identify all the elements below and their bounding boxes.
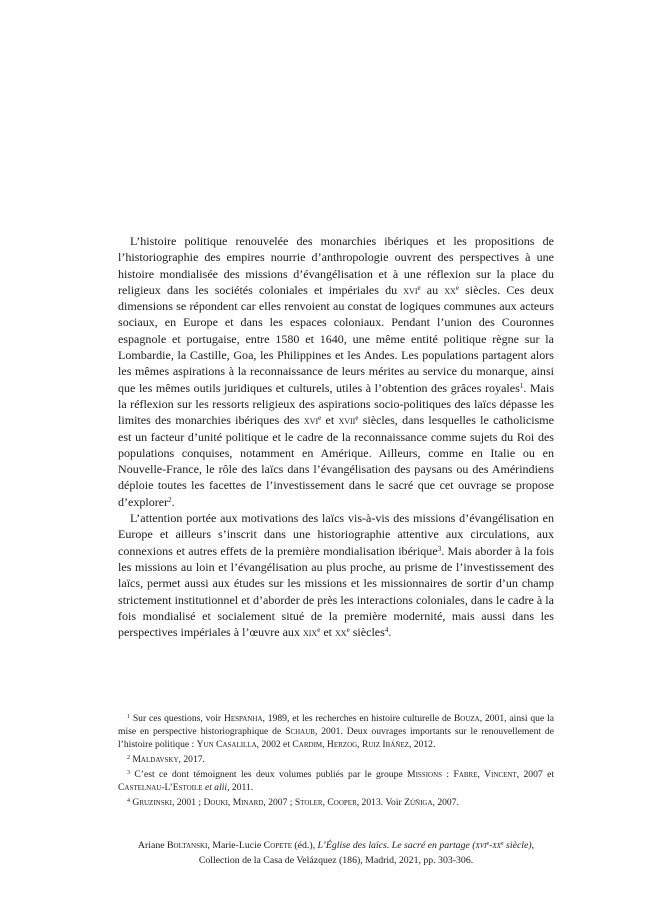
century-xvi: xvi xyxy=(303,413,319,428)
paragraph-1: L’histoire politique renouvelée des monarchies ibériques et les propositions de l’historiographie des empires nourrie d’anthropologie ouvrent des perspectives à une histoire mondialisée des missions d’évangélisation et à une réflexion sur la place du religieux dans les sociétés coloniales et impériales du xvi$^e$ au $xx^e$ siècles. Ces deux dimensions se répondent car elles renvoient au constat de logiques communes aux acteurs sociaux, en Europe et dans les espaces coloniaux. Pendant l’union des Couronnes espagnole et portugaise, entre 1580 et 1640, une même entité politique règne sur la Lombardie, la Castille, Goa, les Philippines et les Andes. Les populations partagent alors les mêmes aspirations à la reconnaissance de leurs mérites au service du monarque, ainsi que les mêmes outils juridiques et culturels, utiles à l’obtention des grâces royales$^1$. Mais la réflexion sur les ressorts religieux des aspirations socio-politiques des laïcs dépasse les limites des monarchies ibériques des xvi$^e$ et xvii$^e$ siècles, dans lesquelles le catholicisme est un facteur d’unité politique et le cadre de la reconnaissance comme sujets du Roi des populations conquises, notamment en Amérique. Ailleurs, comme en Italie ou en Nouvelle-France, le rôle des laïcs dans l’évangélisation des paysans ou des Amérindiens déploie toutes les facettes de l’investissement dans le sacré que cet ouvrage se propose d’explorer$^2$. xyxy=(118,234,555,509)
footnote-1: $^1$ Sur ces questions, voir Hespanha, 1989, et les recherches en histoire culturelle de Bouza, 2001, ainsi que la mise en perspective historiographique de Schaub, 2001. Deux ouvrages importants sur le renouvellement de l’histoire politique : Yun Casalilla, 2002 et Cardim, Herzog, Ruiz Ibáñez, 2012. xyxy=(118,713,554,751)
footnote-ref-2: 2 xyxy=(168,495,172,504)
century-xix: xix xyxy=(302,625,318,640)
footnote-2: $^2$ Maldavsky, 2017. xyxy=(127,754,205,766)
century-xx: xx xyxy=(444,282,456,297)
century-xvii: xvii xyxy=(338,413,356,428)
footnote-3: $^3$ C’est ce dont témoignent les deux volumes publiés par le groupe Missions : Fabre, Vincent, 2007 et Castelnau-L’Estoile et alii, 2011. xyxy=(118,768,554,794)
source-line-1: Ariane Boltanski, Marie-Lucie Copete (éd.), L’Église des laïcs. Le sacré en partage ($xvi^e-xx^e$ siècle), xyxy=(137,840,535,851)
paragraph-2: L’attention portée aux motivations des laïcs vis-à-vis des missions d’évangélisation en Europe et ailleurs s’inscrit dans une historiographie attentive aux circulations, aux connexions et autres effets de la première mondialisation ibérique$^3$. Mais aborder à la fois les missions au loin et l’évangélisation au plus proche, au prisme de l’investissement des laïcs, permet aussi aux études sur les missions et les missionnaires de sortir d’un champ strictement institutionnel et d’aborder de près les interactions coloniales, dans le cadre à la fois mondialisé et socialement situé de la première modernité, mais aussi dans les perspectives impériales à l’œuvre aux xix$^e$ et $xx^e$ siècles$^4$. xyxy=(118,511,554,640)
book-title: L’Église des laïcs. Le sacré en partage ( xyxy=(317,840,476,851)
source-citation xyxy=(118,838,554,868)
source-line-2: Collection de la Casa de Velázquez (186), Madrid, 2021, pp. 303-306. xyxy=(198,855,474,866)
century-xvi: xvi xyxy=(403,282,418,297)
footnote-ref-1: 1 xyxy=(519,381,524,390)
body-text xyxy=(118,233,554,640)
footnotes xyxy=(118,712,554,810)
century-xx: xx xyxy=(335,625,347,640)
footnote-ref-3: 3 xyxy=(437,544,442,553)
footnote-4: $^4$ Gruzinski, 2001 ; Douki, Minard, 2007 ; Stoler, Cooper, 2013. Voir Zúñiga, 2007. xyxy=(127,796,459,808)
footnote-ref-4: 4 xyxy=(384,626,389,635)
